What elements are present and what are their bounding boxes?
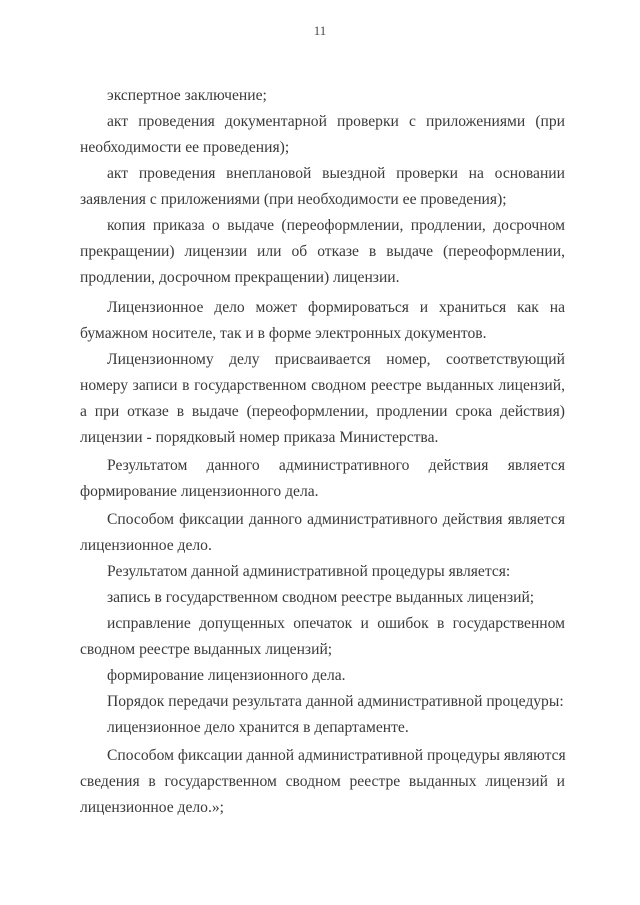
text-line: Способом фиксации данного административного действия является (107, 511, 565, 528)
text-line: прекращении) лицензии или об отказе в выдаче (переоформлении, (80, 243, 565, 260)
text-line: заявления с приложениями (при необходимости ее проведения); (80, 191, 507, 208)
text-line: бумажном носителе, так и в форме электронных документов. (80, 325, 487, 342)
text-line: лицензионное дело хранится в департаменте. (107, 719, 409, 736)
text-line: исправление допущенных опечаток и ошибок в государственном (107, 615, 565, 632)
text-line: экспертное заключение; (107, 87, 267, 104)
text-line: лицензионное дело.»; (80, 799, 224, 816)
text-line: сводном реестре выданных лицензий; (80, 641, 333, 658)
text-line: формирование лицензионного дела. (107, 667, 346, 684)
text-line: копия приказа о выдаче (переоформлении, продлении, досрочном (107, 217, 565, 234)
text-line: необходимости ее проведения); (80, 139, 290, 156)
text-line: лицензии - порядковый номер приказа Министерства. (80, 429, 439, 446)
text-line: Лицензионному делу присваивается номер, соответствующий (107, 351, 565, 368)
text-line: Лицензионное дело может формироваться и храниться как на (107, 299, 565, 316)
text-line: лицензионное дело. (80, 537, 212, 554)
text-line: формирование лицензионного дела. (80, 483, 319, 500)
page-number: 11 (313, 23, 327, 38)
text-line: запись в государственном сводном реестре выданных лицензий; (107, 589, 535, 606)
text-line: Результатом данной административной процедуры является: (107, 563, 511, 580)
text-line: Порядок передачи результата данной административной процедуры: (107, 693, 564, 710)
text-line: акт проведения внеплановой выездной проверки на основании (107, 165, 565, 182)
text-line: номеру записи в государственном сводном реестре выданных лицензий, (80, 377, 565, 394)
text-line: продлении, досрочном прекращении) лицензии. (80, 269, 400, 286)
text-line: сведения в государственном сводном реестре выданных лицензий и (80, 773, 565, 790)
text-line: Способом фиксации данной административной процедуры являются (107, 747, 566, 764)
text-line: а при отказе в выдаче (переоформлении, продлении срока действия) (80, 403, 565, 420)
text-line: акт проведения документарной проверки с приложениями (при (107, 113, 565, 130)
text-line: Результатом данного административного действия является (107, 457, 565, 474)
